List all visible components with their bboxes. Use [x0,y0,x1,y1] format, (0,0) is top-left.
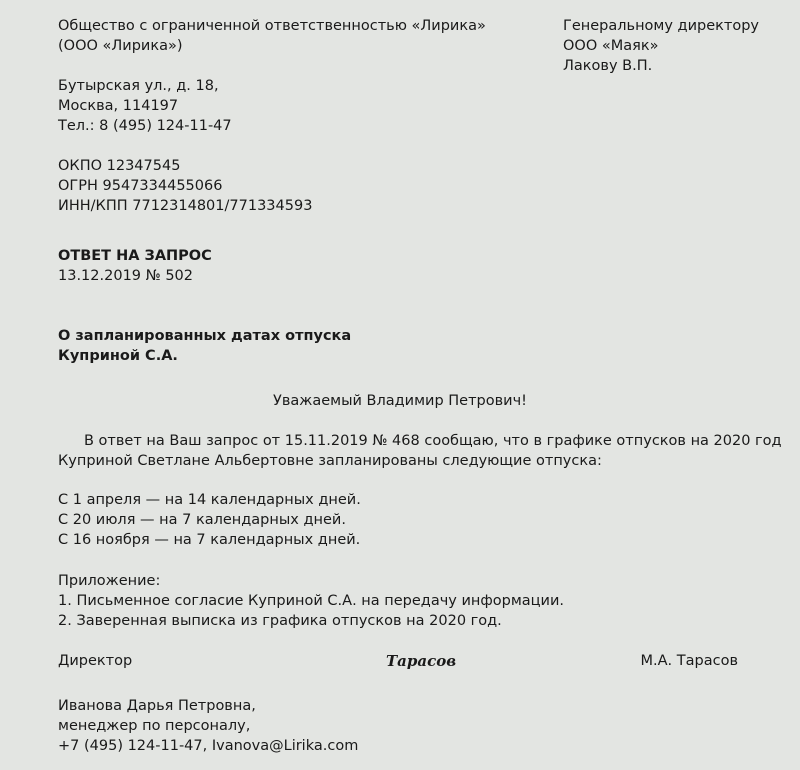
addressee-org: ООО «Маяк» [563,38,659,54]
list-item: С 16 ноября — на 7 календарных дней. [58,532,361,548]
salutation: Уважаемый Владимир Петрович! [273,393,527,409]
executor-position: менеджер по персоналу, [58,718,251,734]
list-item: 1. Письменное согласие Куприной С.А. на передачу информации. [58,593,564,609]
sender-address-block [58,76,232,136]
signer-position: Директор [58,653,133,669]
sender-inn-kpp: ИНН/КПП 7712314801/771334593 [58,198,313,214]
list-item: С 20 июля — на 7 календарных дней. [58,512,346,528]
executor-block [58,696,358,756]
list-item: 2. Заверенная выписка из графика отпусков на 2020 год. [58,613,502,629]
executor-name: Иванова Дарья Петровна, [58,698,256,714]
document-date-number: 13.12.2019 № 502 [58,268,193,284]
addressee-position: Генеральному директору [563,18,759,34]
sender-org-block [58,16,486,56]
executor-contacts: +7 (495) 124-11-47, Ivanova@Lirika.com [58,738,359,754]
sender-codes-block [58,156,312,216]
addressee-name: Лакову В.П. [563,58,653,74]
sender-phone: Тел.: 8 (495) 124-11-47 [58,118,232,134]
vacation-list [58,490,361,550]
document-header [58,246,212,286]
paragraph-line-1: В ответ на Ваш запрос от 15.11.2019 № 468 сообщаю, что в графике отпусков на 2020 год [84,433,782,449]
handwritten-signature: Тарасов [386,652,457,670]
paragraph-line-2: Куприной Светлане Альбертовне запланированы следующие отпуска: [58,453,602,469]
sender-org-short: (ООО «Лирика») [58,38,183,54]
sender-ogrn: ОГРН 9547334455066 [58,178,223,194]
sender-address-street: Бутырская ул., д. 18, [58,78,219,94]
sender-okpo: ОКПО 12347545 [58,158,181,174]
body-paragraph [58,431,782,471]
sender-org-full: Общество с ограниченной ответственностью «Лирика» [58,18,486,34]
subject-line-1: О запланированных датах отпуска [58,328,352,344]
sender-address-city: Москва, 114197 [58,98,179,114]
document-subject [58,326,351,366]
attachments-block [58,571,564,631]
attachments-title: Приложение: [58,573,161,589]
addressee-block [563,16,759,76]
signature-row [58,651,742,671]
signer-name: М.А. Тарасов [640,653,738,669]
document-type: ОТВЕТ НА ЗАПРОС [58,248,212,264]
list-item: С 1 апреля — на 14 календарных дней. [58,492,361,508]
subject-line-2: Куприной С.А. [58,348,178,364]
